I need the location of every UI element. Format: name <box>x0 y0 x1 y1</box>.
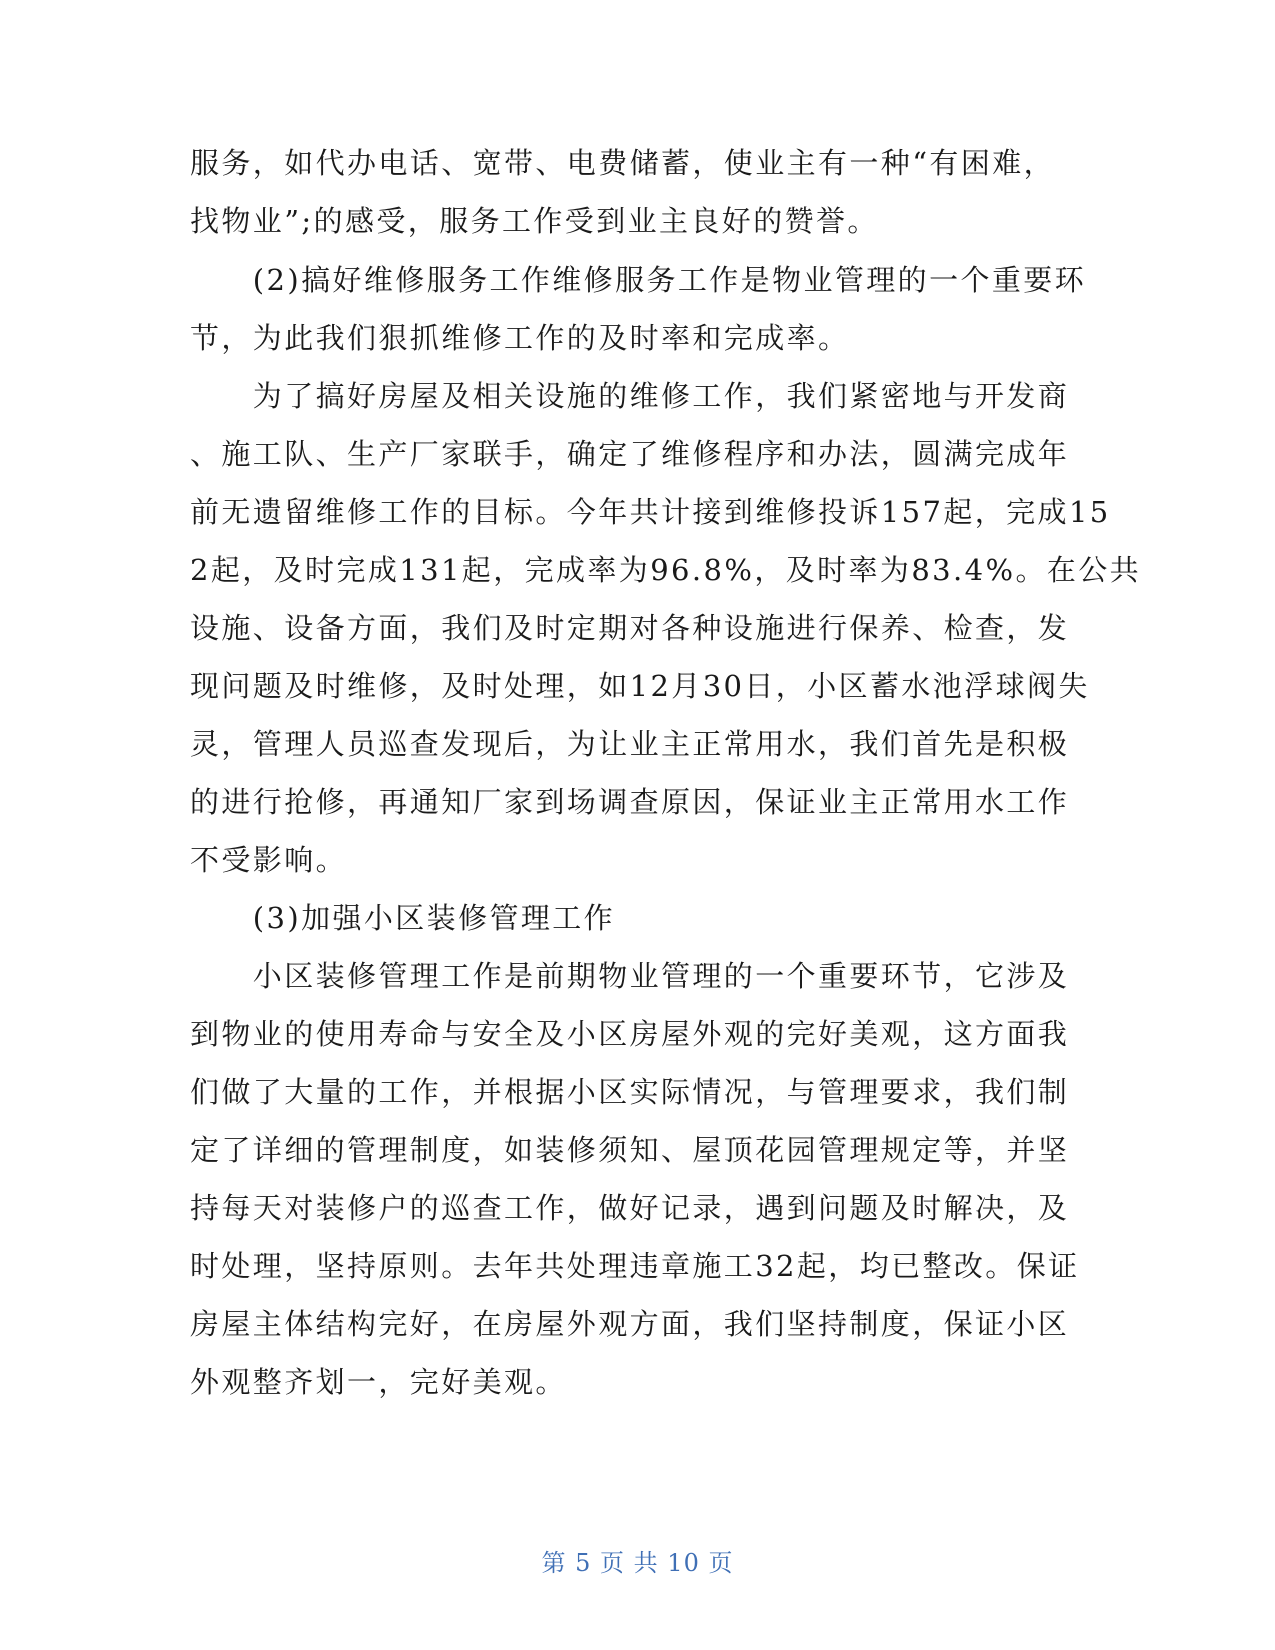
text-line: 节，为此我们狠抓维修工作的及时率和完成率。 <box>190 321 850 355</box>
text-line: 服务，如代办电话、宽带、电费储蓄，使业主有一种“有困难， <box>190 146 1056 180</box>
text-line: 现问题及时维修，及时处理，如12月30日，小区蓄水池浮球阀失 <box>190 669 1090 703</box>
section-heading: (3)加强小区装修管理工作 <box>190 901 616 935</box>
text-line: 持每天对装修户的巡查工作，做好记录，遇到问题及时解决，及 <box>190 1191 1070 1225</box>
text-line: 设施、设备方面，我们及时定期对各种设施进行保养、检查，发 <box>190 611 1070 645</box>
text-line: 2起，及时完成131起，完成率为96.8%，及时率为83.4%。在公共 <box>190 553 1142 587</box>
text-line: 不受影响。 <box>190 843 348 877</box>
text-line: 时处理，坚持原则。去年共处理违章施工32起，均已整改。保证 <box>190 1249 1080 1283</box>
text-line: 为了搞好房屋及相关设施的维修工作，我们紧密地与开发商 <box>190 379 1070 413</box>
text-line: 房屋主体结构完好，在房屋外观方面，我们坚持制度，保证小区 <box>190 1307 1070 1341</box>
text-line: (2)搞好维修服务工作维修服务工作是物业管理的一个重要环 <box>190 263 1087 297</box>
text-line: 、施工队、生产厂家联手，确定了维修程序和办法，圆满完成年 <box>190 437 1070 471</box>
page-number-footer: 第 5 页 共 10 页 <box>541 1549 734 1577</box>
text-line: 定了详细的管理制度，如装修须知、屋顶花园管理规定等，并坚 <box>190 1133 1070 1167</box>
text-line: 的进行抢修，再通知厂家到场调查原因，保证业主正常用水工作 <box>190 785 1070 819</box>
text-line: 外观整齐划一，完好美观。 <box>190 1365 567 1399</box>
text-line: 灵，管理人员巡查发现后，为让业主正常用水，我们首先是积极 <box>190 727 1070 761</box>
text-line: 小区装修管理工作是前期物业管理的一个重要环节，它涉及 <box>190 959 1070 993</box>
text-line: 到物业的使用寿命与安全及小区房屋外观的完好美观，这方面我 <box>190 1017 1070 1051</box>
text-line: 前无遗留维修工作的目标。今年共计接到维修投诉157起，完成15 <box>190 495 1111 529</box>
text-line: 们做了大量的工作，并根据小区实际情况，与管理要求，我们制 <box>190 1075 1070 1109</box>
text-line: 找物业”;的感受，服务工作受到业主良好的赞誉。 <box>190 204 879 238</box>
